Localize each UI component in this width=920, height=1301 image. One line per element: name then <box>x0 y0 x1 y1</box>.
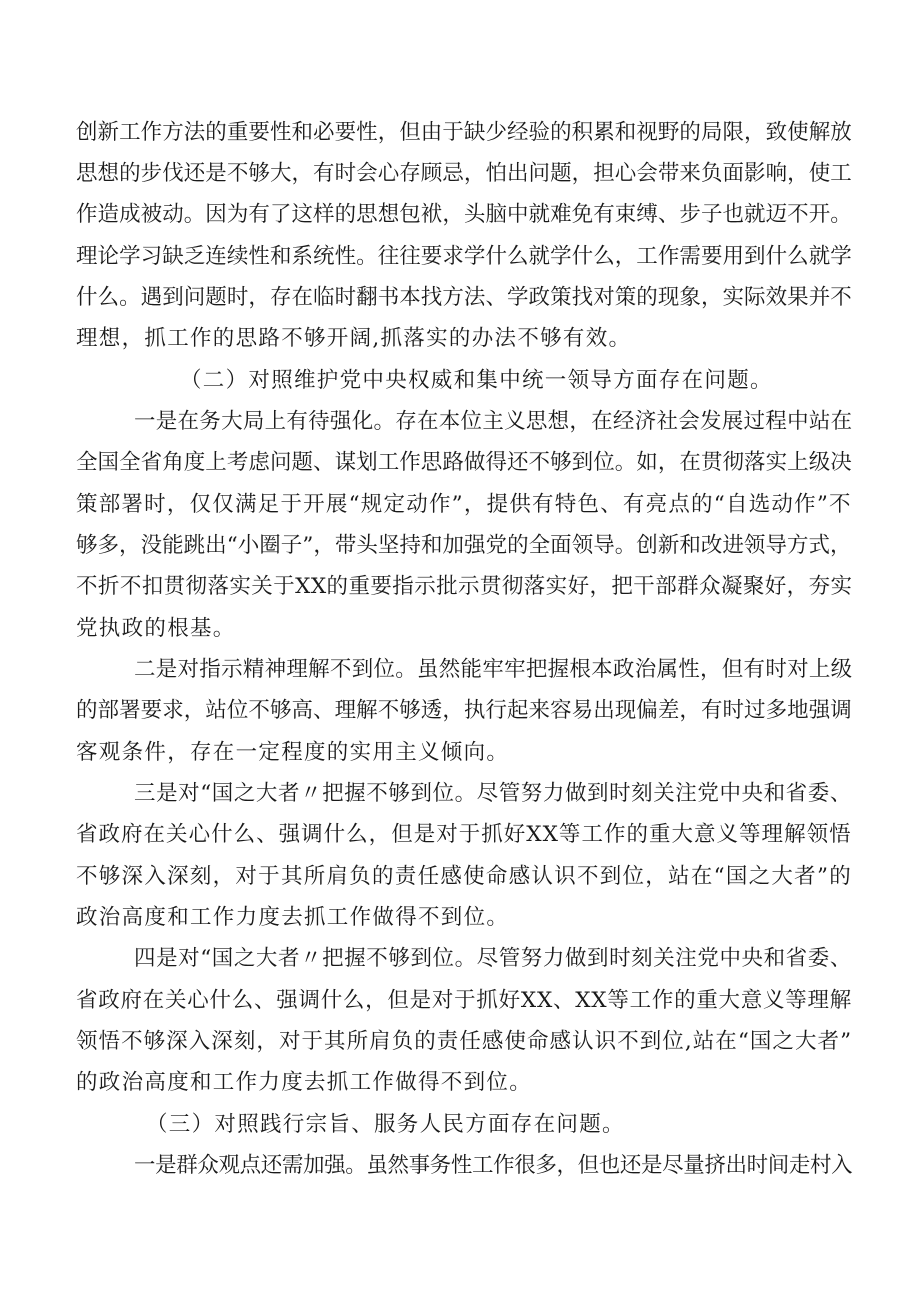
paragraph-line: 理论学习缺乏连续性和系统性。往往要求学什么就学什么，工作需要用到什么就学 <box>76 244 852 269</box>
paragraph-line: 客观条件，存在一定程度的实用主义倾向。 <box>76 740 510 765</box>
paragraph-line: 四是对“国之大者〃把握不够到位。尽管努力做到时刻关注党中央和省委、 <box>134 946 852 971</box>
paragraph-line: 省政府在关心什么、强调什么，但是对于抓好XX、XX等工作的重大意义等理解 <box>76 988 853 1013</box>
paragraph-line: 不折不扣贯彻落实关于XX的重要指示批示贯彻落实好，把干部群众凝聚好，夯实 <box>76 574 853 599</box>
paragraph-line: 三是对“国之大者〃把握不够到位。尽管努力做到时刻关注党中央和省委、 <box>134 781 852 806</box>
paragraph-line: 策部署时，仅仅满足于开展“规定动作”，提供有特色、有亮点的“自选动作”不 <box>76 492 852 517</box>
section-heading: （二）对照维护党中央权威和集中统一领导方面存在问题。 <box>180 368 773 393</box>
paragraph-line: 创新工作方法的重要性和必要性，但由于缺少经验的积累和视野的局限，致使解放 <box>76 120 852 145</box>
paragraph-line: 党执政的根基。 <box>76 616 236 641</box>
paragraph-line: 一是群众观点还需加强。虽然事务性工作很多，但也还是尽量挤出时间走村入 <box>134 1153 853 1178</box>
paragraph-line: 一是在务大局上有待强化。存在本位主义思想，在经济社会发展过程中站在 <box>134 409 853 434</box>
paragraph-line: 理想，抓工作的思路不够开阔,抓落实的办法不够有效。 <box>76 326 632 351</box>
paragraph-line: 什么。遇到问题时，存在临时翻书本找方法、学政策找对策的现象，实际效果并不 <box>76 285 852 310</box>
paragraph-line: 政治高度和工作力度去抓工作做得不到位。 <box>76 905 510 930</box>
paragraph-line: 思想的步伐还是不够大，有时会心存顾忌，怕出问题，担心会带来负面影响，使工 <box>76 161 852 186</box>
section-heading: （三）对照践行宗旨、服务人民方面存在问题。 <box>146 1112 625 1137</box>
paragraph-line: 够多，没能跳出“小圈子”，带头坚持和加强党的全面领导。创新和改进领导方式， <box>76 533 852 558</box>
paragraph-line: 二是对指示精神理解不到位。虽然能牢牢把握根本政治属性，但有时对上级 <box>134 657 853 682</box>
paragraph-line: 的部署要求，站位不够高、理解不够透，执行起来容易出现偏差，有时过多地强调 <box>76 698 852 723</box>
paragraph-line: 全国全省角度上考虑问题、谋划工作思路做得还不够到位。如，在贯彻落实上级决 <box>76 450 852 475</box>
paragraph-line: 不够深入深刻，对于其所肩负的责任感使命感认识不到位，站在“国之大者”的 <box>76 864 852 889</box>
paragraph-line: 的政治高度和工作力度去抓工作做得不到位。 <box>76 1070 533 1095</box>
paragraph-line: 省政府在关心什么、强调什么，但是对于抓好XX等工作的重大意义等理解领悟 <box>76 822 852 847</box>
paragraph-line: 作造成被动。因为有了这样的思想包袱，头脑中就难免有束缚、步子也就迈不开。 <box>76 202 852 227</box>
paragraph-line: 领悟不够深入深刻，对于其所肩负的责任感使命感认识不到位,站在“国之大者” <box>76 1029 853 1054</box>
